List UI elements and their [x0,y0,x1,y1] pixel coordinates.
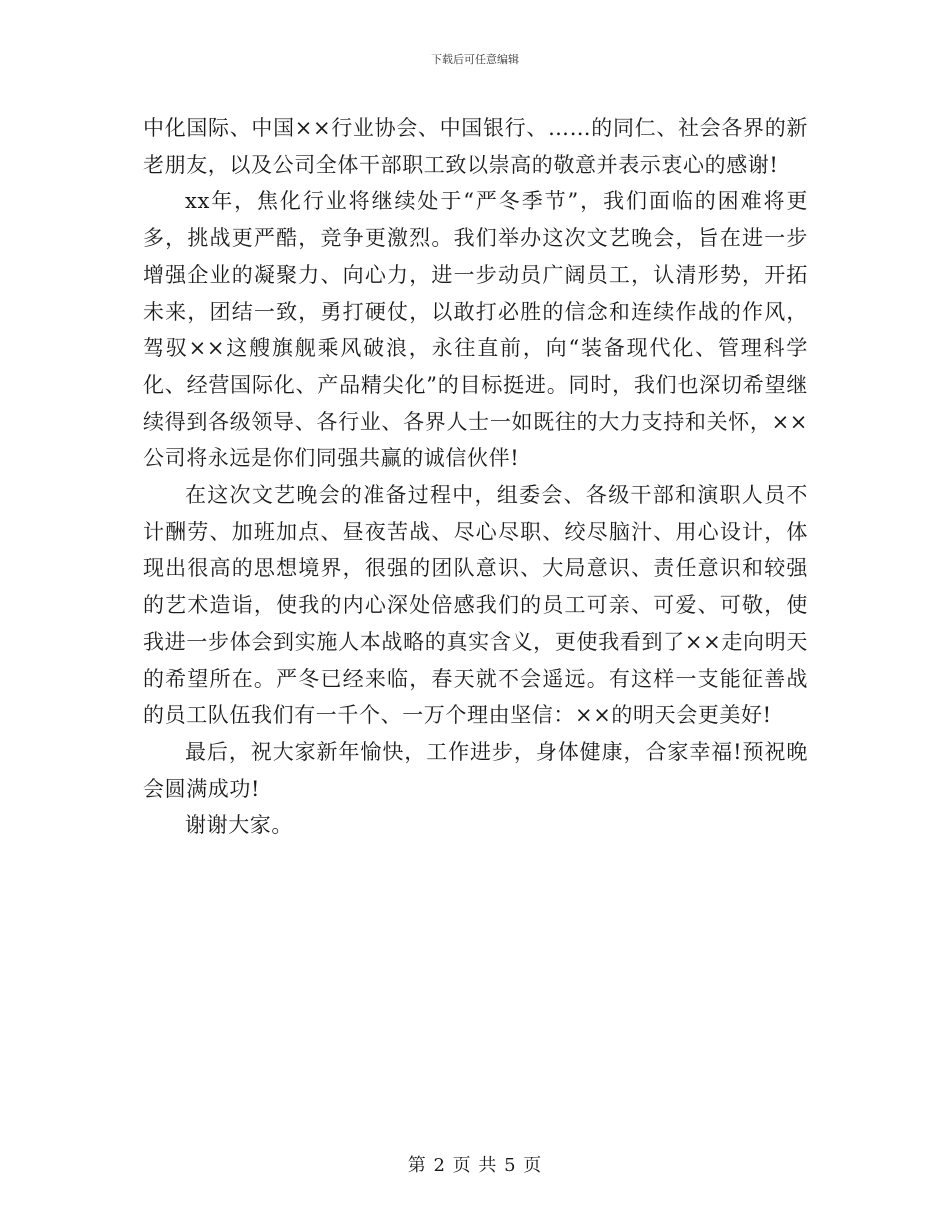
paragraph-closing: 谢谢大家。 [185,813,293,838]
page-header-note: 下载后可任意编辑 [431,53,519,66]
document-body [143,110,808,844]
paragraph-new-year-wishes: 最后，祝大家新年愉快，工作进步，身体健康，合家幸福!预祝晚会圆满成功! [143,739,808,801]
paragraph-preparation-thanks: 在这次文艺晚会的准备过程中，组委会、各级干部和演职人员不计酬劳、加班加点、昼夜苦战、尽心尽职、绞尽脑汁、用心设计，体现出很高的思想境界，很强的团队意识、大局意识、责任意识和较强的艺术造诣，使我的内心深处倍感我们的员工可亲、可爱、可敬，使我进一步体会到实施人本战略的真实含义，更使我看到了××走向明天的希望所在。严冬已经来临，春天就不会遥远。有这样一支能征善战的员工队伍我们有一千个、一万个理由坚信：××的明天会更美好! [143,483,808,728]
paragraph-industry-outlook: xx年，焦化行业将继续处于“严冬季节”，我们面临的困难将更多，挑战更严酷，竞争更激烈。我们举办这次文艺晚会，旨在进一步增强企业的凝聚力、向心力，进一步动员广阔员工，认清形势，开拓未来，团结一致，勇打硬仗，以敢打必胜的信念和连续作战的作风，驾驭××这艘旗舰乘风破浪，永往直前，向“装备现代化、管理科学化、经营国际化、产品精尖化”的目标挺进。同时，我们也深切希望继续得到各级领导、各行业、各界人士一如既往的大力支持和关怀，××公司将永远是你们同强共赢的诚信伙伴! [143,189,808,471]
page-number-footer: 第 2 页 共 5 页 [407,1155,543,1176]
paragraph-continuation: 中化国际、中国××行业协会、中国银行、……的同仁、社会各界的新老朋友，以及公司全体干部职工致以崇高的敬意并表示衷心的感谢! [143,116,808,177]
